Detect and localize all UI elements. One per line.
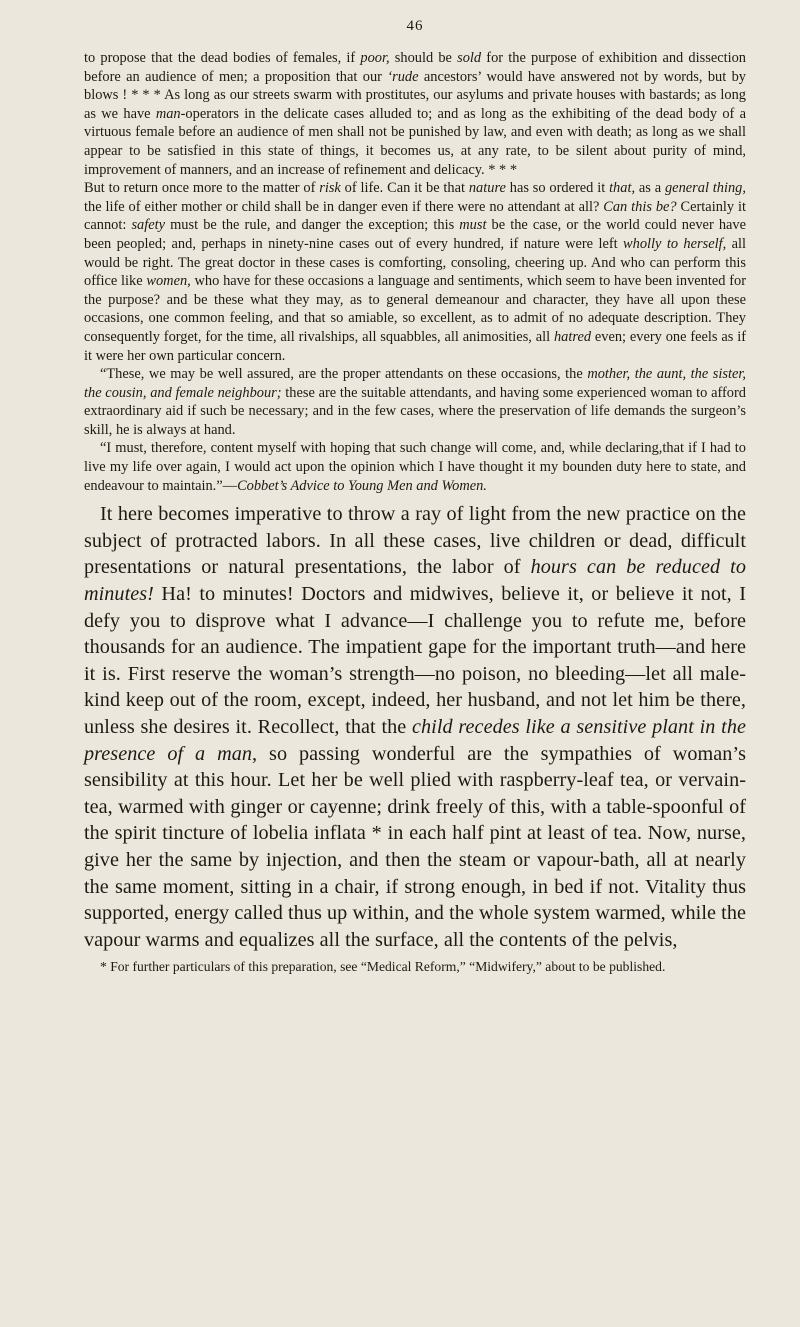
text-run: as a xyxy=(635,180,665,197)
italic-text-run: that, xyxy=(609,180,636,197)
italic-text-run: risk xyxy=(319,180,341,197)
text-run: has so ordered it xyxy=(505,180,610,197)
italic-text-run: mother, the aunt, the sister, the cousin, and female neighbour; xyxy=(84,366,746,401)
italic-text-run: hatred xyxy=(553,328,592,345)
text-run: “These, we may be well assured, are the proper attendants on these occasions, the xyxy=(100,366,588,383)
italic-text-run: man xyxy=(155,105,181,122)
text-run: must be the rule, and danger the exception; this xyxy=(165,217,460,234)
text-run: -operators in the delicate cases alluded to; and as long as the exhibiting of the dead body of a virtuous female before an audience of men shall not be punished by law, and even with death; as long as we shall appear to be satisfied in this state of things, it becomes us, at any rate, to be silent about purity of mind, improvement of manners, and an increase of refinement and delicacy. * * * xyxy=(84,105,746,178)
text-run: of life. Can it be that xyxy=(340,180,469,197)
italic-text-run: Can this be? xyxy=(603,198,677,215)
italic-text-run: wholly to herself, xyxy=(623,235,727,252)
italic-text-run: general thing, xyxy=(664,180,746,197)
quote-paragraph-4 xyxy=(84,439,746,495)
text-run: be the case, or the world could never have been peopled; and, perhaps in ninety-nine cases out of every hundred, if nature were left xyxy=(84,217,746,252)
italic-text-run: poor, xyxy=(360,50,390,66)
text-run: But to return once more to the matter of xyxy=(84,180,320,197)
footnote: * For further particulars of this preparation, see “Medical Reform,” “Midwifery,” about to be published. xyxy=(100,959,666,975)
italic-text-run: women, xyxy=(146,273,191,290)
text-run: “I must, therefore, content myself with hoping that such change will come, and, while declaring,that if I had to live my life over again, I would act upon the opinion which I have thought it my bounden duty here to state, and endeavour to maintain.”— xyxy=(84,440,746,494)
text-run: ancestors’ would have answered not by words, but by blows ! * * * As long as our streets swarm with prostitutes, our asylums and private houses with bastards; as long as we have xyxy=(84,68,746,122)
text-run: should be xyxy=(389,50,458,66)
italic-text-run: child recedes like a sensitive plant in the presence of a man, xyxy=(84,716,746,765)
text-run: Ha! to minutes! Doctors and midwives, believe it, or believe it not, I defy you to disprove what I advance—I challenge you to refute me, before thousands for an audience. The impatient gape for the important truth—and here it is. First reserve the woman’s strength—no poison, no bleeding—let all male-kind keep out of the room, except, indeed, her husband, and not let him be there, unless she desires it. Recollect, that the xyxy=(84,583,746,738)
quoted-passage xyxy=(84,49,746,495)
main-paragraph xyxy=(84,501,746,953)
text-run: all would be right. The great doctor in these cases is comforting, consoling, cheering up. And who can perform this office like xyxy=(84,235,746,290)
text-run: who have for these occasions a language and sentiments, which seem to have been invented for the purpose? and be these what they may, as to general demeanour and character, they have all upon these occasions, one common feeling, and that so amiable, so excellent, as to admit of no adequate description. They consequently forget, for the time, all rivalships, all squabbles, all animosities, all xyxy=(84,273,746,345)
quote-paragraph-1 xyxy=(84,49,746,179)
italic-text-run: nature xyxy=(468,180,506,197)
text-run: so passing wonderful are the sympathies of woman’s sensibility at this hour. Let her be well plied with raspberry-leaf tea, or vervain-tea, warmed with ginger or cayenne; drink freely of this, with a table-spoonful of the spirit tincture of lobelia inflata * in each half pint at least of tea. Now, nurse, give her the same by injection, and then the steam or vapour-bath, all at nearly the same moment, sitting in a chair, if strong enough, in bed if not. Vitality thus supported, energy called thus up within, and the whole system warmed, while the vapour warms and equalizes all the surface, all the contents of the pelvis, xyxy=(84,742,746,951)
page-number: 46 xyxy=(406,18,424,34)
italic-text-run: hours can be reduced to minutes! xyxy=(84,556,746,606)
italic-text-run: ‘rude xyxy=(387,68,419,85)
text-run: to propose that the dead bodies of females, if xyxy=(84,50,361,66)
quote-paragraph-3 xyxy=(84,365,746,439)
text-run: It here becomes imperative to throw a ray of light from the new practice on the subject of protracted labors. In all these cases, live children or dead, difficult presentations or natural presentations, the labor of xyxy=(84,503,746,579)
italic-text-run: Cobbet’s Advice to Young Men and Women. xyxy=(237,477,487,494)
text-run: these are the suitable attendants, and having some experienced woman to afford extraordinary aid if such be necessary; and in the few cases, where the preservation of life demands the surgeon’s skill, he is always at hand. xyxy=(84,384,746,438)
text-run: even; every one feels as if it were her own particular concern. xyxy=(84,328,746,364)
italic-text-run: safety xyxy=(131,217,166,234)
quote-paragraph-2 xyxy=(84,179,746,365)
italic-text-run: sold xyxy=(457,50,482,66)
text-run: Certainly it cannot: xyxy=(84,198,746,234)
text-run: for the purpose of exhibition and dissection before an audience of men; a proposition that our xyxy=(84,50,746,85)
italic-text-run: must xyxy=(459,217,487,234)
text-run: the life of either mother or child shall be in danger even if there were no attendant at all? xyxy=(84,198,604,215)
